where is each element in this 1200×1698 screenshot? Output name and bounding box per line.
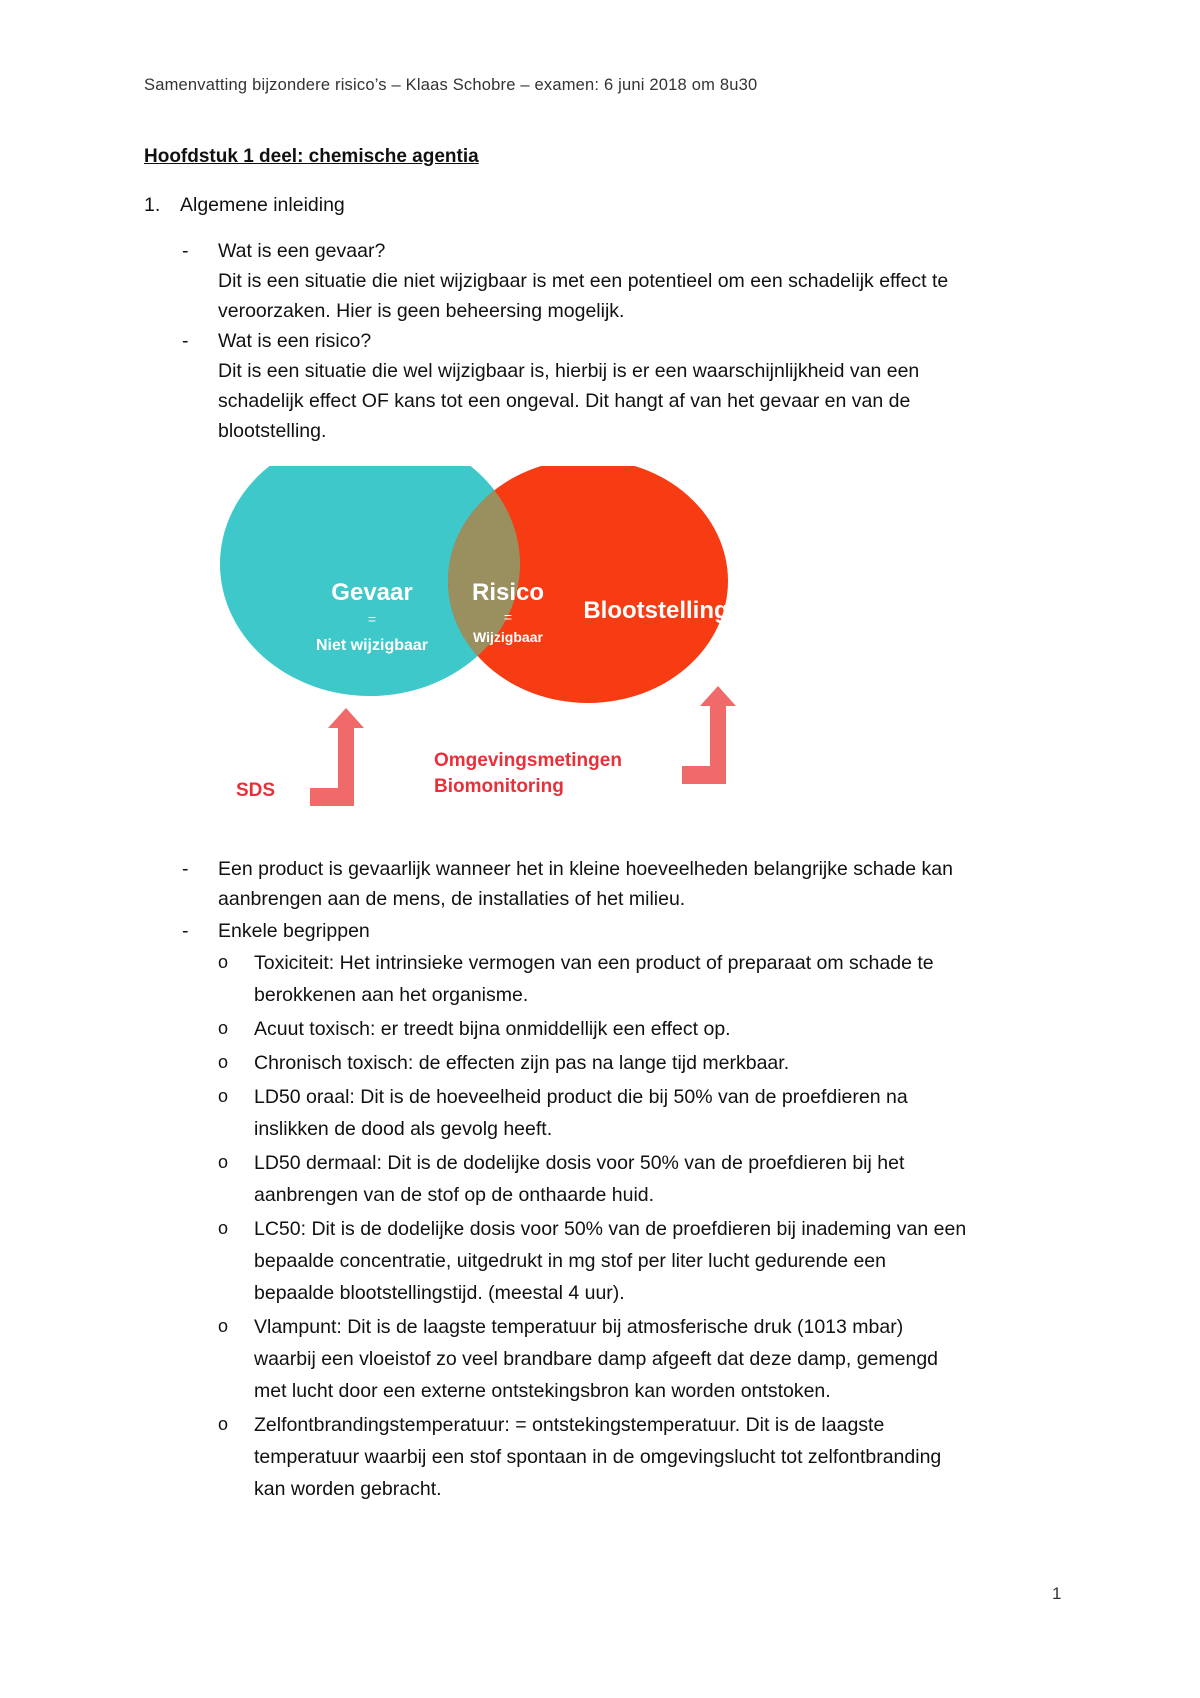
sds-arrow — [310, 708, 364, 806]
list-item-line: Wat is een risico? — [218, 330, 372, 352]
section-heading — [144, 194, 345, 217]
concept-line: bepaalde concentratie, uitgedrukt in mg stof per liter lucht gedurende een — [254, 1250, 886, 1272]
list-item-line: Dit is een situatie die niet wijzigbaar is met een potentieel om een schadelijk effect te — [218, 270, 949, 292]
sub-bullet: o — [218, 1152, 229, 1172]
concept-line: bepaalde blootstellingstijd. (meestal 4 uur). — [254, 1282, 625, 1304]
sub-bullet: o — [218, 1218, 229, 1238]
concept-line: met lucht door een externe ontstekingsbron kan worden ontstoken. — [254, 1380, 831, 1402]
risico-title: Risico — [471, 579, 545, 606]
list-dash: - — [182, 240, 189, 262]
list-item-line: Dit is een situatie die wel wijzigbaar is, hierbij is er een waarschijnlijkheid van een — [218, 360, 920, 382]
list-item-line: veroorzaken. Hier is geen beheersing mogelijk. — [218, 300, 625, 322]
section-title: Algemene inleiding — [180, 194, 345, 216]
list-item-line: Wat is een gevaar? — [218, 240, 386, 262]
concept-line: temperatuur waarbij een stof spontaan in de omgevingslucht tot zelfontbranding — [254, 1446, 942, 1468]
sub-bullet: o — [218, 1018, 229, 1038]
concept-line: LD50 dermaal: Dit is de dodelijke dosis voor 50% van de proefdieren bij het — [254, 1152, 905, 1174]
concept-line: Zelfontbrandingstemperatuur: = ontstekingstemperatuur. Dit is de laagste — [254, 1414, 885, 1436]
list-item-line: blootstelling. — [218, 420, 327, 442]
concept-line: aanbrengen van de stof op de onthaarde huid. — [254, 1184, 655, 1206]
page-number: 1 — [1052, 1584, 1062, 1603]
risico-sub: Wijzigbaar — [473, 629, 543, 645]
list-dash: - — [182, 330, 189, 352]
sub-bullet: o — [218, 1414, 229, 1434]
sub-bullet: o — [218, 1086, 229, 1106]
sub-bullet: o — [218, 1052, 229, 1072]
sub-bullet: o — [218, 1316, 229, 1336]
gevaar-sub: Niet wijzigbaar — [315, 637, 429, 654]
risico-equals: = — [503, 609, 513, 625]
gevaar-equals: = — [367, 611, 377, 627]
concept-line: LD50 oraal: Dit is de hoeveelheid product die bij 50% van de proefdieren na — [254, 1086, 908, 1108]
gevaar-title: Gevaar — [331, 579, 413, 606]
page-header: Samenvatting bijzondere risico’s – Klaas Schobre – examen: 6 juni 2018 om 8u30 — [144, 76, 758, 94]
list-dash: - — [182, 920, 189, 942]
blootstelling-title: Blootstelling — [583, 597, 729, 624]
list-item-line: schadelijk effect OF kans tot een ongeval. Dit hangt af van het gevaar en van de — [218, 390, 911, 412]
omgevingsmetingen-label: Omgevingsmetingen — [434, 750, 622, 771]
metingen-arrow — [682, 686, 736, 784]
list-item-line: aanbrengen aan de mens, de installaties of het milieu. — [218, 888, 686, 910]
concept-line: waarbij een vloeistof zo veel brandbare damp afgeeft dat deze damp, gemengd — [254, 1348, 939, 1370]
risk-venn-diagram — [220, 466, 830, 816]
concept-line: berokkenen aan het organisme. — [254, 984, 529, 1006]
concept-line: kan worden gebracht. — [254, 1478, 442, 1500]
concept-line: Chronisch toxisch: de effecten zijn pas na lange tijd merkbaar. — [254, 1052, 790, 1074]
biomonitoring-label: Biomonitoring — [434, 776, 564, 797]
concept-line: LC50: Dit is de dodelijke dosis voor 50% van de proefdieren bij inademing van een — [254, 1218, 967, 1240]
list-dash: - — [182, 858, 189, 880]
concept-line: Acuut toxisch: er treedt bijna onmiddellijk een effect op. — [254, 1018, 731, 1040]
concepts-heading: Enkele begrippen — [218, 920, 370, 942]
chapter-title: Hoofdstuk 1 deel: chemische agentia — [144, 146, 479, 167]
sub-bullet: o — [218, 952, 229, 972]
section-number: 1. — [144, 194, 161, 216]
list-item-line: Een product is gevaarlijk wanneer het in kleine hoeveelheden belangrijke schade kan — [218, 858, 953, 880]
concept-line: inslikken de dood als gevolg heeft. — [254, 1118, 553, 1140]
concept-line: Toxiciteit: Het intrinsieke vermogen van een product of preparaat om schade te — [254, 952, 934, 974]
concept-line: Vlampunt: Dit is de laagste temperatuur bij atmosferische druk (1013 mbar) — [254, 1316, 904, 1338]
sds-label: SDS — [236, 780, 276, 801]
